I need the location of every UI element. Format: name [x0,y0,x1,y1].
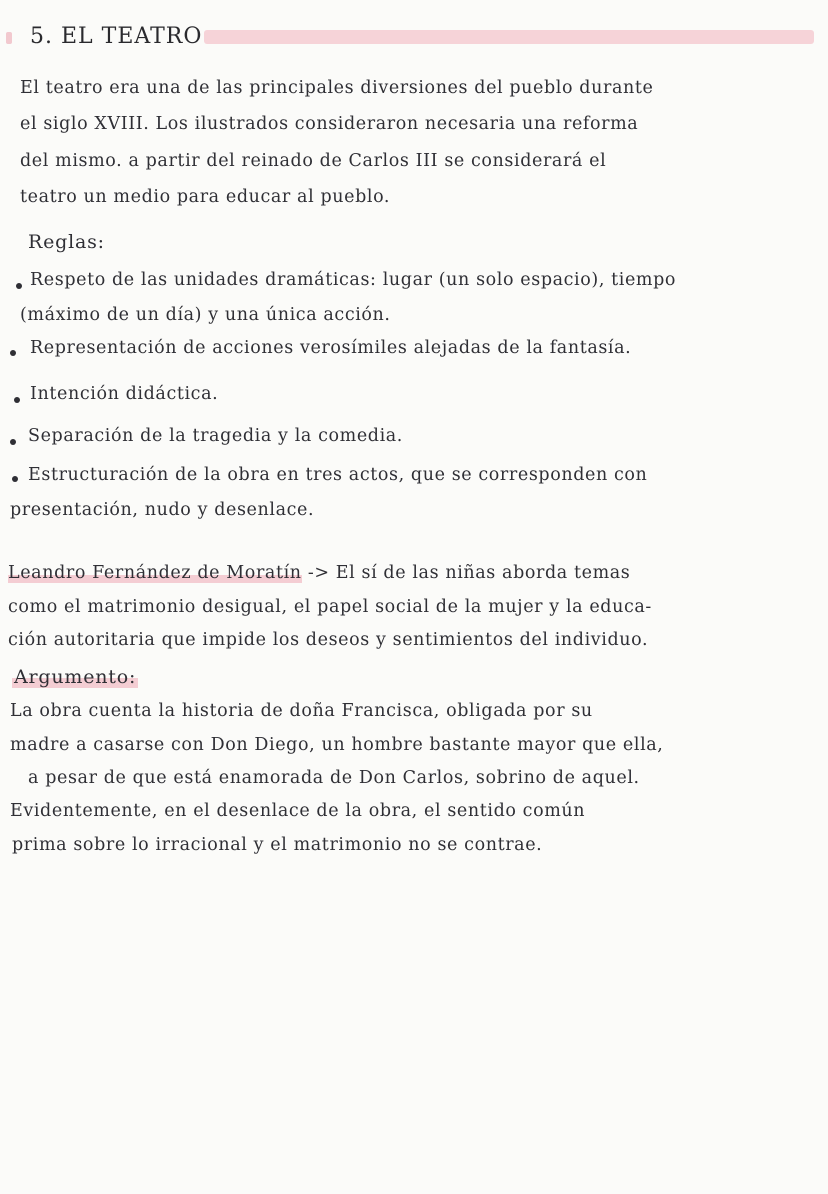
argument-line: madre a casarse con Don Diego, un hombre bastante mayor que ella, [10,735,664,755]
argument-line: Evidentemente, en el desenlace de la obra, el sentido común [10,801,586,821]
argument-line: a pesar de que está enamorada de Don Carlos, sobrino de aquel. [28,768,640,788]
bullet-icon [16,283,22,289]
moratin-line: como el matrimonio desigual, el papel social de la mujer y la educa- [8,597,652,617]
moratin-line [8,563,630,583]
rule-item-continuation: (máximo de un día) y una única acción. [20,305,391,325]
title-text [30,24,202,49]
argument-line: prima sobre lo irracional y el matrimonio no se contrae. [12,835,543,855]
title-highlight-bar [204,30,814,44]
title-marker [6,32,12,44]
bullet-icon [14,397,20,403]
bullet-icon [10,350,16,356]
section-title [6,24,818,54]
rule-item: Respeto de las unidades dramáticas: lugar (un solo espacio), tiempo [30,270,677,290]
argument-line: La obra cuenta la historia de doña Francisca, obligada por su [10,701,593,721]
rule-item: Representación de acciones verosímiles alejadas de la fantasía. [30,338,632,358]
moratin-line-rest: -> El sí de las niñas aborda temas [301,563,631,583]
title-label: EL TEATRO [61,24,203,49]
rule-item-continuation: presentación, nudo y desenlace. [10,500,315,520]
bullet-icon [10,439,16,445]
title-number: 5. [30,24,53,49]
intro-line: el siglo XVIII. Los ilustrados consideraron necesaria una reforma [20,114,639,134]
bullet-icon [12,476,18,482]
intro-line: del mismo. a partir del reinado de Carlos III se considerará el [20,151,607,171]
rule-item: Separación de la tragedia y la comedia. [28,426,403,446]
rule-item: Intención didáctica. [30,384,219,404]
author-name: Leandro Fernández de Moratín [8,563,302,583]
rule-item: Estructuración de la obra en tres actos, que se corresponden con [28,465,648,485]
moratin-line: ción autoritaria que impide los deseos y sentimientos del individuo. [8,630,649,650]
rules-heading: Reglas: [28,231,105,253]
intro-line: El teatro era una de las principales diversiones del pueblo durante [20,78,654,98]
argument-heading: Argumento: [14,666,137,688]
intro-line: teatro un medio para educar al pueblo. [20,187,391,207]
